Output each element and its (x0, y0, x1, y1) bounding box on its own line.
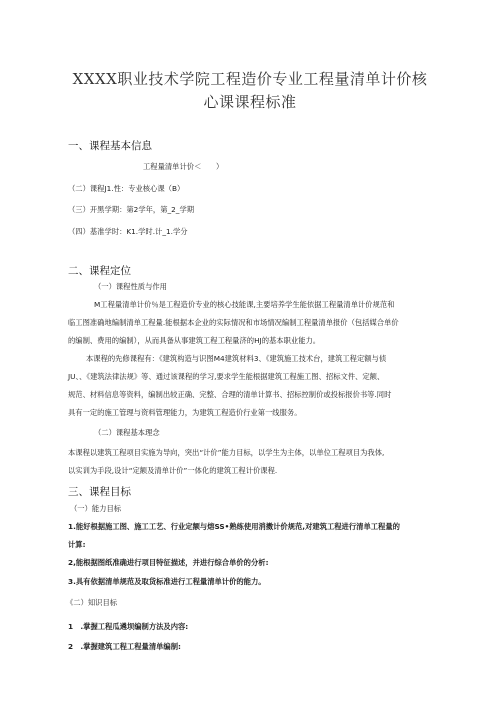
document-title-line-2: 心课课程标准 (203, 93, 297, 111)
section-3-sub-2: 《二）知识目标 (66, 598, 118, 607)
paragraph-line: 以实训为手段,设计“定额及清单计价”一体化的建筑工程计价课程. (68, 466, 278, 475)
section-2-sub-1: （一）课程性质与作用 (94, 282, 167, 291)
paragraph-line: 本课程以建筑工程项目实施为导向，突出“计价”能力目标，以学生为主体，以单位工程项目为我体, (68, 448, 385, 457)
course-semester: （三）开黑学期：第2学年，第_2_学期 (68, 205, 195, 214)
course-hours: （四）基准学时：K1.学时.计_1.学分 (68, 227, 188, 236)
paragraph-line: 的编制、费用的编制），从而具备从事建筑工程工程量济的HJ的基本职业能力。 (68, 336, 321, 345)
ability-item-1: 1.能好根据施工图、施工工艺、行业定额与熔SS•熟练使用消擞计价规范,对建筑工程进行清单工程量的 (68, 522, 400, 531)
paragraph-line: 具有一定的施工管理与资料管理能力，为建筑工程造价行业第一线服务。 (68, 408, 302, 417)
section-2-heading: 二、课程定位 (68, 265, 131, 277)
ability-item-1-cont: 计算: (68, 540, 86, 549)
section-3-heading: 三、课程目标 (68, 486, 131, 498)
paragraph-line: 本课程的先修课程有：《建筑构造与识图M4建筑材料3、《建筑施工技术台，建筑工程定额与侦 (86, 354, 387, 363)
paragraph-line: JU、、《建筑法律法规》等、通过该课程的学习,要求学生能根据建筑工程施工图、招标文件、定额、 (68, 372, 385, 381)
paragraph-line: 临工图准确地编制清单工程量.能根据本企业的实际情况和市场情况编制工程量清单报价（包括媒合单价 (68, 318, 399, 327)
ability-item-3: 3.具有依据清单规范及取货标准进行工程量清单计价的能力。 (68, 577, 266, 586)
paragraph-line: 规范、材料信息等资料，编制出较正确、完整、合理的清单计算书、招标控制价或投标报价书等.同时 (68, 390, 392, 399)
course-type: （二）课程J1.性：专业核心课（B） (68, 184, 185, 193)
section-3-sub-1: （一）能力目标 (70, 504, 122, 513)
knowledge-item-1: 1 .掌握工程瓜遴坝编制方法及内容: (68, 622, 189, 631)
section-1-heading: 一、课程基本信息 (68, 140, 152, 152)
section-2-sub-2: （二）课程基本理念 (94, 428, 160, 437)
paragraph-line: M工程量清单计价％是工程造价专业的核心技能课,主要培养学生能依据工程量清单计价规范和 (94, 300, 395, 309)
ability-item-2: 2,能根据图纸准确进行项目特征描述，并进行综合单价的分析: (68, 558, 269, 567)
document-title-line-1: XXXX职业技术学院工程造价专业工程量清单计价核 (72, 70, 428, 88)
knowledge-item-2: 2 .掌握建筑工程工程量清单编制: (68, 642, 181, 651)
course-name: 工程量清单计价＜ ） (143, 162, 224, 171)
